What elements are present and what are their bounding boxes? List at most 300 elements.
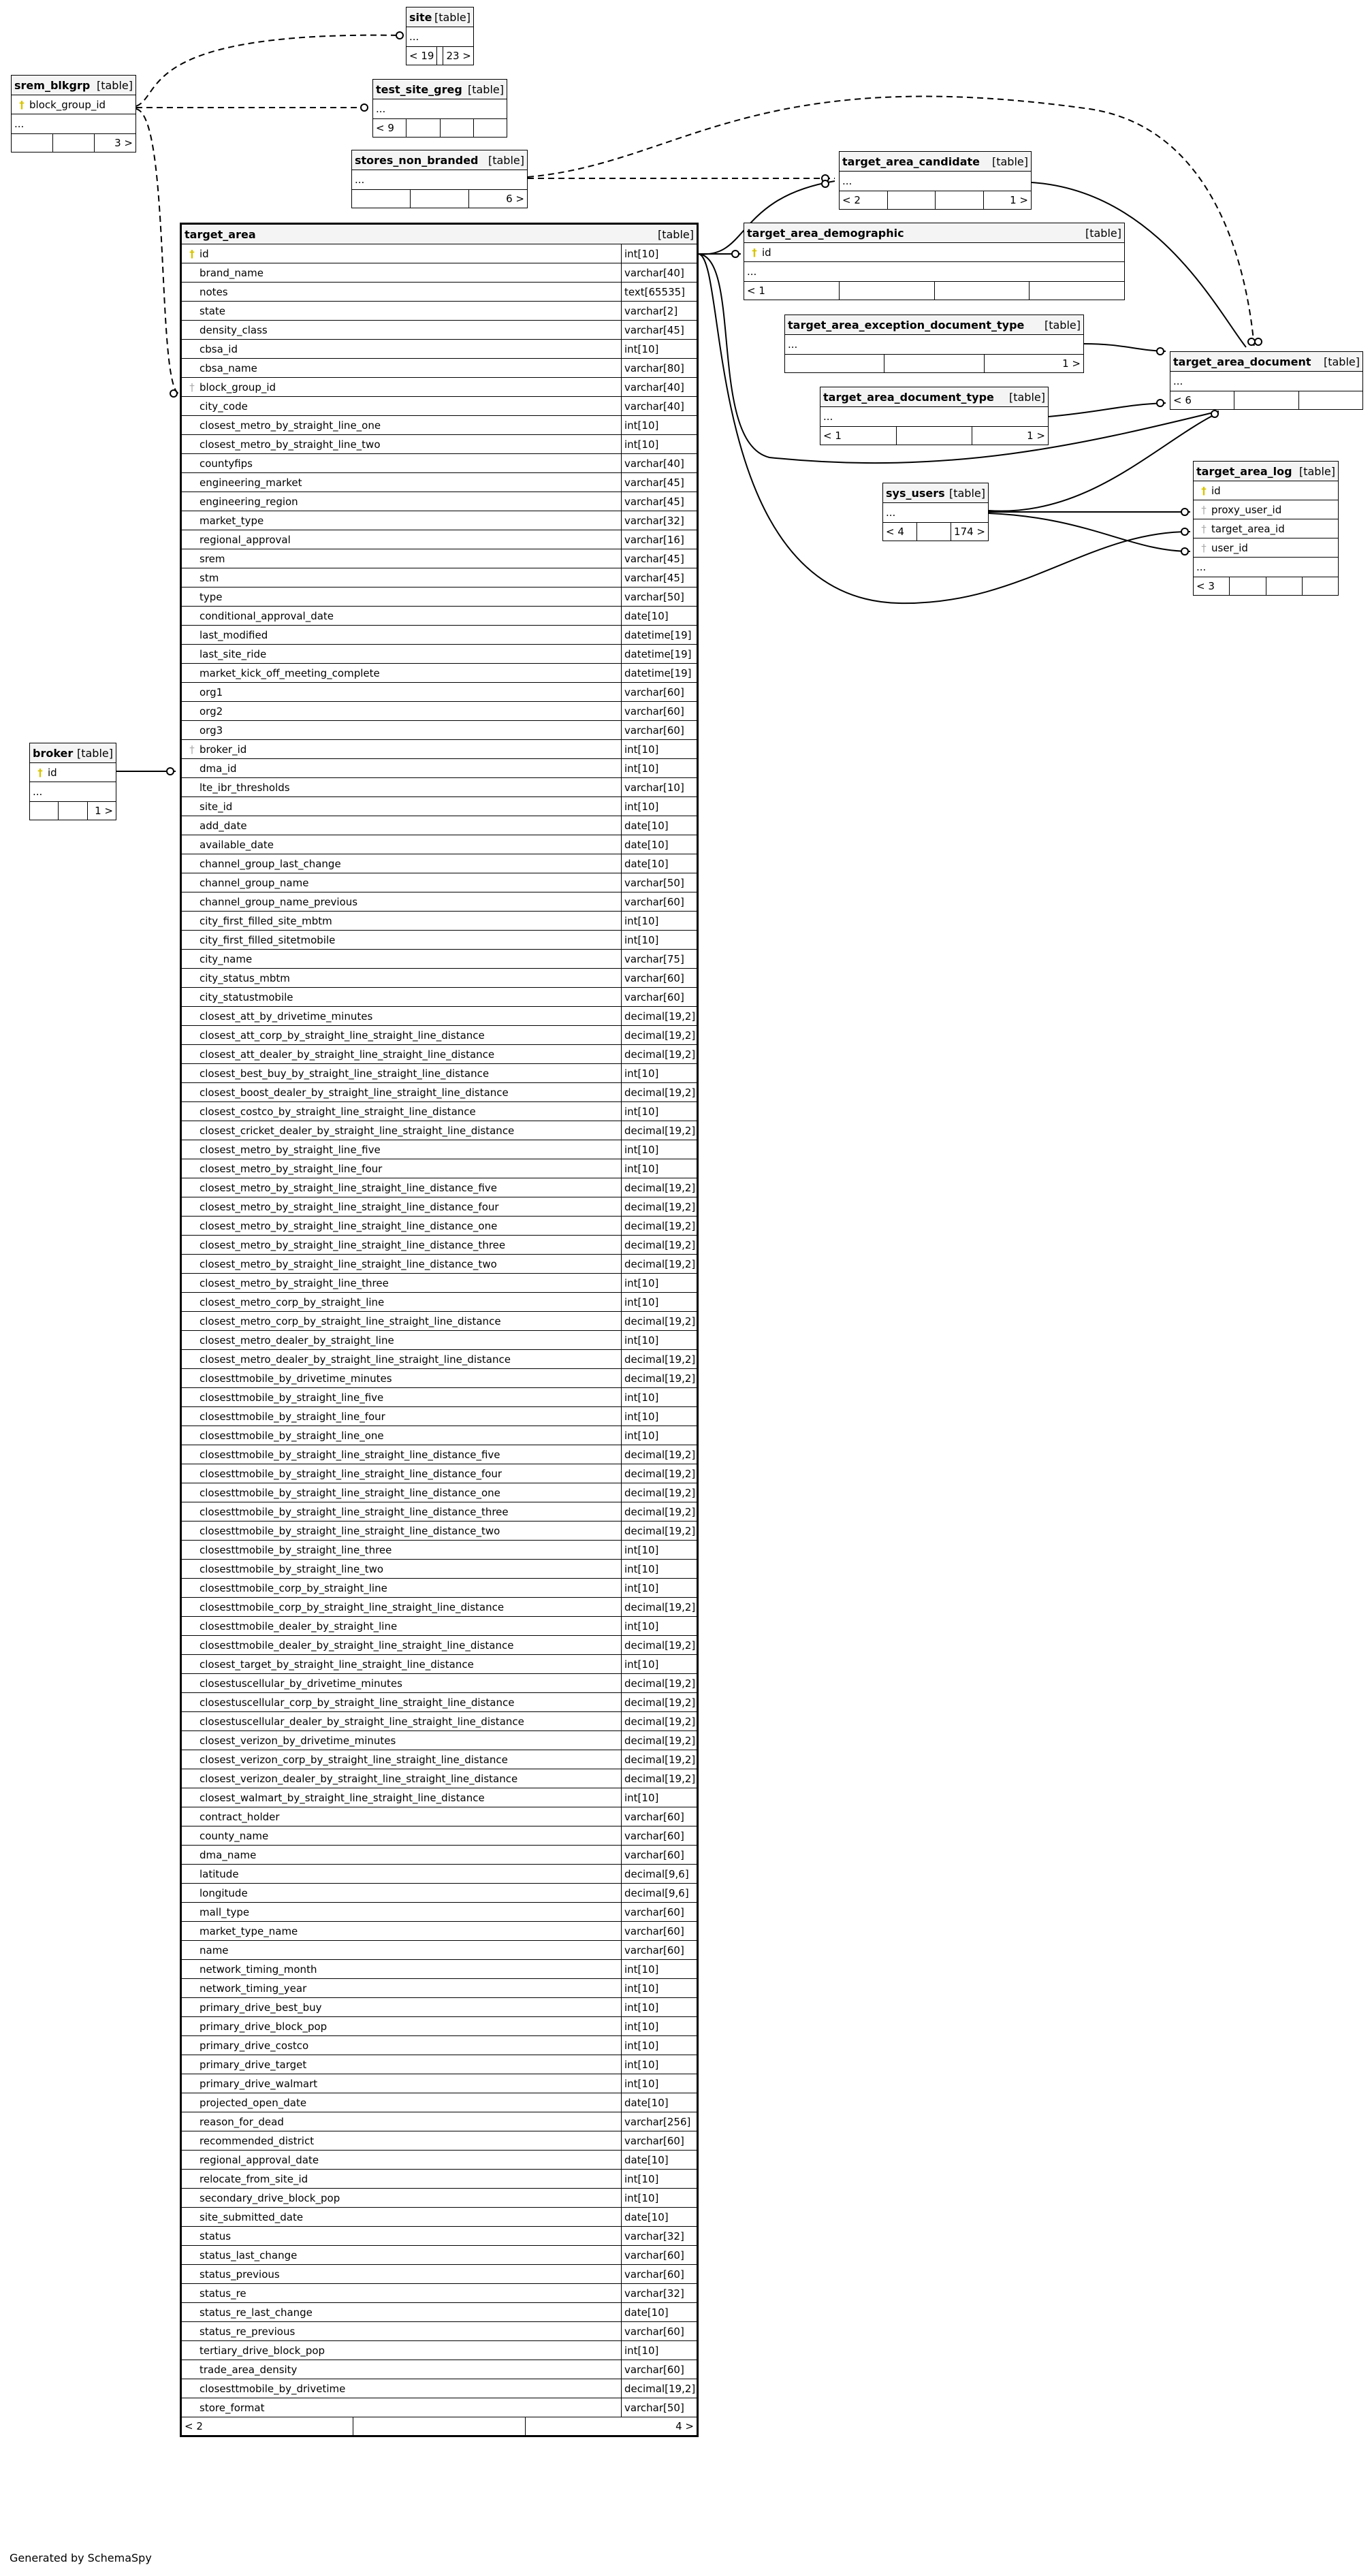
column-row[interactable] [182,2017,697,2036]
table-footer-counts [30,802,116,820]
column-type: date[10] [624,2096,669,2109]
footer-cell[interactable]: 6 > [506,193,524,205]
table-test-site-greg[interactable] [372,79,507,138]
footer-cell[interactable]: < 2 [840,191,888,209]
column-row[interactable] [182,321,697,340]
column-row[interactable] [182,1102,697,1121]
column-name: user_id [1211,541,1248,554]
column-name-cell [182,2227,622,2245]
column-type: date[10] [624,609,669,622]
table-stores-non-branded[interactable] [351,150,528,208]
column-row[interactable] [182,2112,697,2131]
column-type: datetime[19] [624,666,692,679]
column-row[interactable] [182,1445,697,1464]
more-columns-ellipsis: ... [1194,558,1338,577]
column-row[interactable] [182,2170,697,2189]
footer-cell [936,191,984,209]
column-name: recommended_district [200,2134,315,2147]
column-name-cell [182,740,622,758]
column-row[interactable] [182,721,697,740]
column-type: int[10] [624,2020,659,2033]
column-row[interactable] [182,2189,697,2208]
column-row[interactable] [182,912,697,931]
column-type: varchar[60] [624,1905,684,1918]
table-header[interactable] [352,150,527,170]
column-row[interactable] [182,816,697,835]
table-site[interactable] [406,7,474,65]
column-row[interactable] [182,1617,697,1636]
table-header[interactable] [744,223,1124,243]
column-type: decimal[19,2] [624,1029,696,1042]
column-row[interactable] [182,1483,697,1502]
table-target-area[interactable] [180,223,699,2437]
column-type: int[10] [624,1410,659,1423]
column-name: city_first_filled_sitetmobile [200,933,336,946]
column-type: decimal[19,2] [624,1677,696,1690]
column-row[interactable] [182,1312,697,1331]
column-name-cell [182,1617,622,1635]
table-name[interactable]: site [409,10,432,24]
column-name: status_previous [200,2268,280,2281]
footer-cell[interactable]: < 19 [406,47,437,65]
column-row[interactable] [182,931,697,950]
column-type: decimal[19,2] [624,1772,696,1785]
table-header[interactable] [1170,352,1362,372]
column-type: int[10] [624,1391,659,1404]
column-name-cell [182,321,622,339]
column-name: channel_group_last_change [200,857,341,870]
column-row[interactable] [182,435,697,454]
column-row[interactable] [182,263,697,283]
column-name-cell [182,1121,622,1140]
column-row[interactable] [182,1522,697,1541]
column-row[interactable] [182,1121,697,1140]
column-row[interactable] [182,702,697,721]
column-row[interactable] [182,683,697,702]
column-name: dma_name [200,1848,257,1861]
column-name: srem [200,552,225,565]
column-row[interactable] [182,2074,697,2093]
column-row[interactable] [182,1026,697,1045]
column-name-cell [182,2093,622,2112]
footer-cell[interactable] [1030,282,1124,300]
column-row[interactable] [182,1331,697,1350]
column-row[interactable] [744,243,1124,262]
column-row[interactable] [182,797,697,816]
column-row[interactable] [182,1140,697,1159]
footer-cell [840,282,935,300]
column-name: add_date [200,819,247,832]
footer-cell[interactable] [1299,391,1362,409]
column-row[interactable] [182,549,697,568]
column-row[interactable] [182,1674,697,1693]
column-type: varchar[60] [624,2134,684,2147]
footer-cell [1234,391,1298,409]
footer-cell[interactable]: 23 > [446,50,471,62]
column-type: varchar[60] [624,686,684,698]
footer-cell[interactable]: 3 > [114,137,133,149]
column-row[interactable] [1194,481,1338,500]
column-name: status_re_last_change [200,2306,313,2319]
table-kind-label: [table] [991,155,1028,168]
footer-cell[interactable]: < 2 [182,2417,353,2435]
column-row[interactable] [12,95,135,114]
table-header[interactable] [785,315,1083,335]
column-row[interactable] [182,2093,697,2112]
column-row[interactable] [182,2360,697,2379]
column-row[interactable] [182,1388,697,1407]
column-row[interactable] [182,416,697,435]
column-row[interactable] [182,1903,697,1922]
column-name: proxy_user_id [1211,503,1282,516]
column-type: decimal[19,2] [624,1600,696,1613]
column-row[interactable] [182,1045,697,1064]
column-row[interactable] [182,664,697,683]
column-type: decimal[9,6] [624,1867,689,1880]
footer-cell[interactable]: < 1 [820,427,897,445]
column-row[interactable] [182,1560,697,1579]
footer-cell [53,134,95,152]
column-row[interactable] [182,511,697,530]
column-name-cell [182,2398,622,2417]
table-name[interactable]: target_area_log [1196,464,1292,478]
footer-cell[interactable] [30,802,59,820]
footer-cell[interactable]: 1 > [95,805,113,817]
column-row[interactable] [182,473,697,492]
column-name-cell [182,1636,622,1654]
column-row[interactable] [182,1217,697,1236]
column-row[interactable] [182,1579,697,1598]
footer-cell[interactable]: 1 > [1027,430,1046,442]
column-row[interactable] [182,1998,697,2017]
table-header[interactable] [30,743,116,763]
column-row[interactable] [182,359,697,378]
column-name-cell [182,1750,622,1769]
column-type: decimal[19,2] [624,1010,696,1023]
column-row[interactable] [182,854,697,873]
table-broker[interactable] [29,743,116,820]
column-type: varchar[80] [624,361,684,374]
column-row[interactable] [182,244,697,263]
column-name-cell [182,664,622,682]
column-type: datetime[19] [624,628,692,641]
column-row[interactable] [182,1350,697,1369]
column-row[interactable] [182,969,697,988]
column-row[interactable] [182,587,697,607]
column-row[interactable] [182,2398,697,2417]
primary-key-icon: † [1201,484,1207,497]
column-row[interactable] [182,340,697,359]
column-type: varchar[32] [624,2229,684,2242]
table-name[interactable]: target_area_demographic [747,226,904,240]
column-row[interactable] [182,1064,697,1083]
table-name[interactable]: target_area_document [1173,355,1311,368]
column-row[interactable] [1194,500,1338,519]
column-row[interactable] [182,1941,697,1960]
column-row[interactable] [182,1769,697,1788]
column-row[interactable] [182,2303,697,2322]
footer-cell [1230,577,1266,595]
column-name: closest_cricket_dealer_by_straight_line_straight_line_distance [200,1124,515,1137]
column-row[interactable] [182,835,697,854]
column-type: decimal[19,2] [624,1124,696,1137]
footer-cell[interactable]: < 1 [744,282,840,300]
column-row[interactable] [182,283,697,302]
column-type: decimal[19,2] [624,1353,696,1366]
column-row[interactable] [182,1922,697,1941]
column-name-cell [182,340,622,358]
column-row[interactable] [182,2208,697,2227]
column-row[interactable] [182,2246,697,2265]
column-row[interactable] [182,1846,697,1865]
table-header[interactable] [820,387,1048,407]
column-row[interactable] [182,892,697,912]
column-name: market_kick_off_meeting_complete [200,666,380,679]
column-type: int[10] [624,1581,659,1594]
column-row[interactable] [182,1178,697,1197]
column-type: decimal[19,2] [624,1219,696,1232]
column-name: reason_for_dead [200,2115,284,2128]
column-row[interactable] [182,1960,697,1979]
column-row[interactable] [182,645,697,664]
column-row[interactable] [182,626,697,645]
column-name-cell [182,244,622,263]
column-type: text[65535] [624,285,686,298]
table-name[interactable]: target_area_document_type [823,390,994,404]
column-name: primary_drive_best_buy [200,2001,322,2014]
column-row[interactable] [182,1236,697,1255]
column-row[interactable] [182,1197,697,1217]
column-name-cell [182,645,622,663]
column-row[interactable] [182,1807,697,1826]
column-row[interactable] [182,873,697,892]
column-row[interactable] [182,397,697,416]
column-row[interactable] [182,1159,697,1178]
column-row[interactable] [182,1293,697,1312]
column-row[interactable] [182,1502,697,1522]
column-row[interactable] [182,2379,697,2398]
column-name-cell [1194,538,1338,557]
column-row[interactable] [182,1464,697,1483]
column-row[interactable] [1194,538,1338,558]
foreign-key-icon: † [1201,503,1207,516]
column-name-cell [182,1178,622,1197]
column-name-cell [182,1026,622,1044]
footer-cell[interactable]: 1 > [1062,357,1081,370]
table-kind-label: [table] [1298,464,1335,478]
column-row[interactable] [182,2284,697,2303]
table-target-area-document-type[interactable] [820,387,1049,445]
column-name-cell [182,1045,622,1063]
footer-cell[interactable] [12,134,53,152]
edge-users-log-user [989,513,1190,551]
table-target-area-demographic[interactable] [744,223,1125,300]
column-row[interactable] [182,607,697,626]
column-name-cell [182,2017,622,2035]
column-type: decimal[19,2] [624,1048,696,1061]
column-name-cell [182,1960,622,1978]
column-row[interactable] [182,740,697,759]
footer-cell[interactable] [785,355,884,372]
column-type: decimal[19,2] [624,1715,696,1728]
column-name-cell [182,2208,622,2226]
column-row[interactable] [182,1426,697,1445]
column-type: int[10] [624,762,659,775]
table-target-area-candidate[interactable] [839,151,1032,210]
column-row[interactable] [182,1541,697,1560]
column-name-cell [182,1522,622,1540]
column-row[interactable] [182,1598,697,1617]
column-name-cell [182,1369,622,1387]
column-name: primary_drive_walmart [200,2077,318,2090]
column-row[interactable] [182,2322,697,2341]
column-row[interactable] [182,1731,697,1750]
column-row[interactable] [182,1884,697,1903]
column-type: decimal[19,2] [624,1086,696,1099]
column-name-cell [182,2322,622,2340]
column-row[interactable] [182,2341,697,2360]
column-row[interactable] [182,1865,697,1884]
column-type: date[10] [624,857,669,870]
table-name[interactable]: sys_users [886,486,945,500]
column-name-cell [182,1236,622,1254]
column-name-cell [182,2360,622,2379]
footer-cell[interactable]: 174 > [954,526,985,538]
column-row[interactable] [182,1636,697,1655]
column-row[interactable] [182,2227,697,2246]
column-name-cell [182,2341,622,2360]
column-name: status_last_change [200,2249,298,2261]
column-type: int[10] [624,2344,659,2357]
column-row[interactable] [182,1369,697,1388]
column-row[interactable] [182,1274,697,1293]
column-row[interactable] [182,1655,697,1674]
column-name-cell [182,1826,622,1845]
table-target-area-log[interactable] [1193,461,1339,596]
column-name: closestuscellular_dealer_by_straight_line_straight_line_distance [200,1715,524,1728]
column-name-cell [182,2036,622,2055]
footer-cell[interactable] [1303,577,1338,595]
table-header[interactable] [12,76,135,95]
column-name: closest_costco_by_straight_line_straight_line_distance [200,1105,476,1118]
footer-cell[interactable] [474,119,507,137]
column-row[interactable] [182,1083,697,1102]
column-row[interactable] [182,1750,697,1769]
column-row[interactable] [182,778,697,797]
column-type: date[10] [624,838,669,851]
table-kind-label: [table] [657,227,694,241]
table-target-area-document[interactable] [1170,351,1363,410]
table-name[interactable]: broker [33,746,74,760]
column-name-cell [182,1560,622,1578]
table-header[interactable] [373,80,507,99]
column-row[interactable] [182,1007,697,1026]
column-name-cell [182,1064,622,1082]
column-row[interactable] [182,1255,697,1274]
column-row[interactable] [182,1407,697,1426]
footer-cell [406,119,440,137]
column-row[interactable] [182,1712,697,1731]
table-name[interactable]: srem_blkgrp [14,78,91,92]
column-name-cell [1194,500,1338,519]
column-type: int[10] [624,2172,659,2185]
foreign-key-icon: † [1201,541,1207,554]
column-row[interactable] [182,492,697,511]
column-row[interactable] [1194,519,1338,538]
column-row[interactable] [182,2131,697,2151]
column-row[interactable] [182,1979,697,1998]
column-name-cell [182,1197,622,1216]
column-name-cell [182,473,622,492]
column-row[interactable] [182,2265,697,2284]
table-header[interactable] [883,483,988,503]
footer-cell[interactable]: < 9 [373,119,406,137]
column-row[interactable] [182,759,697,778]
column-row[interactable] [182,454,697,473]
column-row[interactable] [182,568,697,587]
table-sys-users[interactable] [882,483,989,541]
footer-cell[interactable]: < 4 [883,523,917,541]
column-type: varchar[50] [624,590,684,603]
column-name: closest_best_buy_by_straight_line_straight_line_distance [200,1067,490,1080]
table-name[interactable]: target_area [185,227,256,241]
column-row[interactable] [182,1826,697,1846]
table-header[interactable] [1194,462,1338,481]
footer-cell[interactable]: 1 > [1010,194,1028,206]
table-kind-label: [table] [488,153,524,167]
table-name[interactable]: target_area_exception_document_type [788,318,1025,332]
column-type: varchar[60] [624,1925,684,1937]
column-name-cell [30,763,116,782]
footer-cell [935,282,1030,300]
column-row[interactable] [182,378,697,397]
more-columns-ellipsis: ... [30,782,116,802]
table-header[interactable] [840,152,1031,172]
table-name[interactable]: test_site_greg [376,82,462,96]
footer-cell[interactable] [352,190,411,208]
column-row[interactable] [30,763,116,782]
table-header[interactable] [406,7,473,27]
table-name[interactable]: stores_non_branded [355,153,479,167]
column-row[interactable] [182,2055,697,2074]
footer-cell[interactable]: < 6 [1170,391,1234,409]
column-type: varchar[10] [624,781,684,794]
column-row[interactable] [182,2036,697,2055]
table-name[interactable]: target_area_candidate [842,155,980,168]
table-srem-blkgrp[interactable] [11,75,136,152]
column-type: int[10] [624,1429,659,1442]
column-type: decimal[19,2] [624,1524,696,1537]
table-kind-label: [table] [467,82,504,96]
column-row[interactable] [182,302,697,321]
column-name: closest_boost_dealer_by_straight_line_straight_line_distance [200,1086,509,1099]
column-type: int[10] [624,2001,659,2014]
column-row[interactable] [182,530,697,549]
column-row[interactable] [182,1693,697,1712]
column-row[interactable] [182,988,697,1007]
footer-cell [917,523,951,541]
footer-cell[interactable]: < 3 [1194,577,1230,595]
column-row[interactable] [182,2151,697,2170]
column-type: decimal[19,2] [624,1238,696,1251]
table-header[interactable] [182,225,697,244]
table-target-area-exception-document-type[interactable] [784,315,1084,373]
table-footer-counts [820,427,1048,445]
column-row[interactable] [182,950,697,969]
footer-cell[interactable]: 4 > [675,2420,694,2432]
column-name: id [1211,484,1221,497]
column-row[interactable] [182,1788,697,1807]
